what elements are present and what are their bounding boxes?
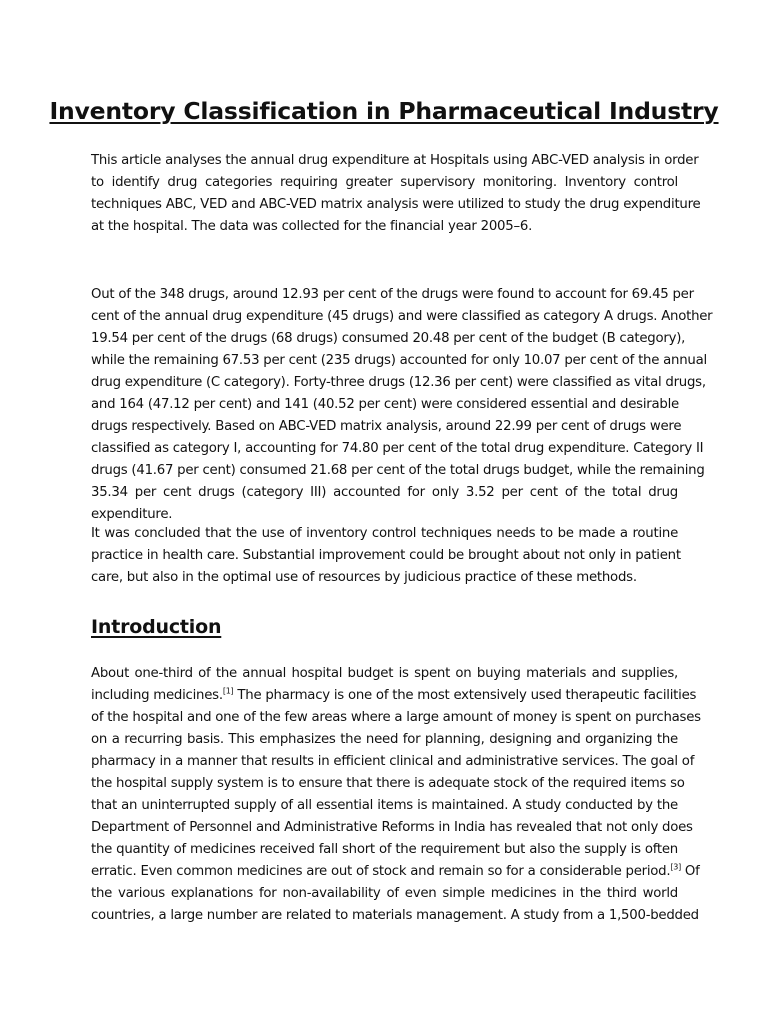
text-line: on a recurring basis. This emphasizes the need for planning, designing and organizing the [91, 732, 678, 747]
text-line: 35.34 per cent drugs (category III) accounted for only 3.52 per cent of the total drug [91, 485, 678, 500]
text-line: the quantity of medicines received fall short of the requirement but also the supply is often [91, 842, 678, 857]
text-line: techniques ABC, VED and ABC-VED matrix analysis were utilized to study the drug expenditure [91, 197, 701, 212]
abstract-paragraph-1 [91, 150, 701, 238]
document-title: Inventory Classification in Pharmaceutical Industry [49, 97, 719, 125]
text-line: the various explanations for non-availability of even simple medicines in the third world [91, 886, 678, 901]
text-fragment: erratic. Even common medicines are out of stock and remain so for a considerable period. [91, 864, 671, 879]
text-line: of the hospital and one of the few areas where a large amount of money is spent on purchases [91, 710, 701, 725]
text-line: the hospital supply system is to ensure that there is adequate stock of the required items so [91, 776, 685, 791]
reference-marker: [3] [670, 862, 681, 872]
text-line [91, 861, 700, 883]
section-heading-introduction: Introduction [91, 616, 222, 638]
text-fragment: including medicines. [91, 688, 223, 703]
text-line: to identify drug categories requiring greater supervisory monitoring. Inventory control [91, 175, 678, 190]
text-line: 19.54 per cent of the drugs (68 drugs) consumed 20.48 per cent of the budget (B category), [91, 331, 686, 346]
text-line: drugs respectively. Based on ABC-VED matrix analysis, around 22.99 per cent of drugs were [91, 419, 682, 434]
text-line: at the hospital. The data was collected for the financial year 2005–6. [91, 219, 533, 234]
text-line: Out of the 348 drugs, around 12.93 per cent of the drugs were found to account for 69.45 per [91, 287, 694, 302]
introduction-paragraph [91, 663, 701, 927]
text-line: care, but also in the optimal use of resources by judicious practice of these methods. [91, 570, 637, 585]
text-line: drugs (41.67 per cent) consumed 21.68 per cent of the total drugs budget, while the remaining [91, 463, 705, 478]
reference-marker: [1] [222, 686, 234, 696]
text-line: while the remaining 67.53 per cent (235 drugs) accounted for only 10.07 per cent of the annual [91, 353, 707, 368]
text-line: cent of the annual drug expenditure (45 drugs) and were classified as category A drugs. Another [91, 309, 713, 324]
text-line: expenditure. [91, 507, 173, 522]
text-line: It was concluded that the use of inventory control techniques needs to be made a routine [91, 526, 678, 541]
text-line: practice in health care. Substantial improvement could be brought about not only in patient [91, 548, 681, 563]
text-line: Department of Personnel and Administrative Reforms in India has revealed that not only does [91, 820, 693, 835]
text-fragment: Of [680, 864, 700, 879]
text-line [91, 685, 697, 707]
text-line: and 164 (47.12 per cent) and 141 (40.52 per cent) were considered essential and desirable [91, 397, 679, 412]
text-fragment: The pharmacy is one of the most extensively used therapeutic facilities [233, 688, 697, 703]
text-line: This article analyses the annual drug expenditure at Hospitals using ABC-VED analysis in order [91, 153, 699, 168]
text-line: About one-third of the annual hospital budget is spent on buying materials and supplies, [91, 666, 678, 681]
text-line: classified as category I, accounting for 74.80 per cent of the total drug expenditure. Category II [91, 441, 704, 456]
text-line: countries, a large number are related to materials management. A study from a 1,500-bedded [91, 908, 699, 923]
abstract-paragraph-3 [91, 523, 681, 589]
text-line: drug expenditure (C category). Forty-three drugs (12.36 per cent) were classified as vital drugs, [91, 375, 706, 390]
text-line: that an uninterrupted supply of all essential items is maintained. A study conducted by the [91, 798, 678, 813]
text-line: pharmacy in a manner that results in efficient clinical and administrative services. The goal of [91, 754, 695, 769]
abstract-paragraph-2 [91, 284, 713, 526]
